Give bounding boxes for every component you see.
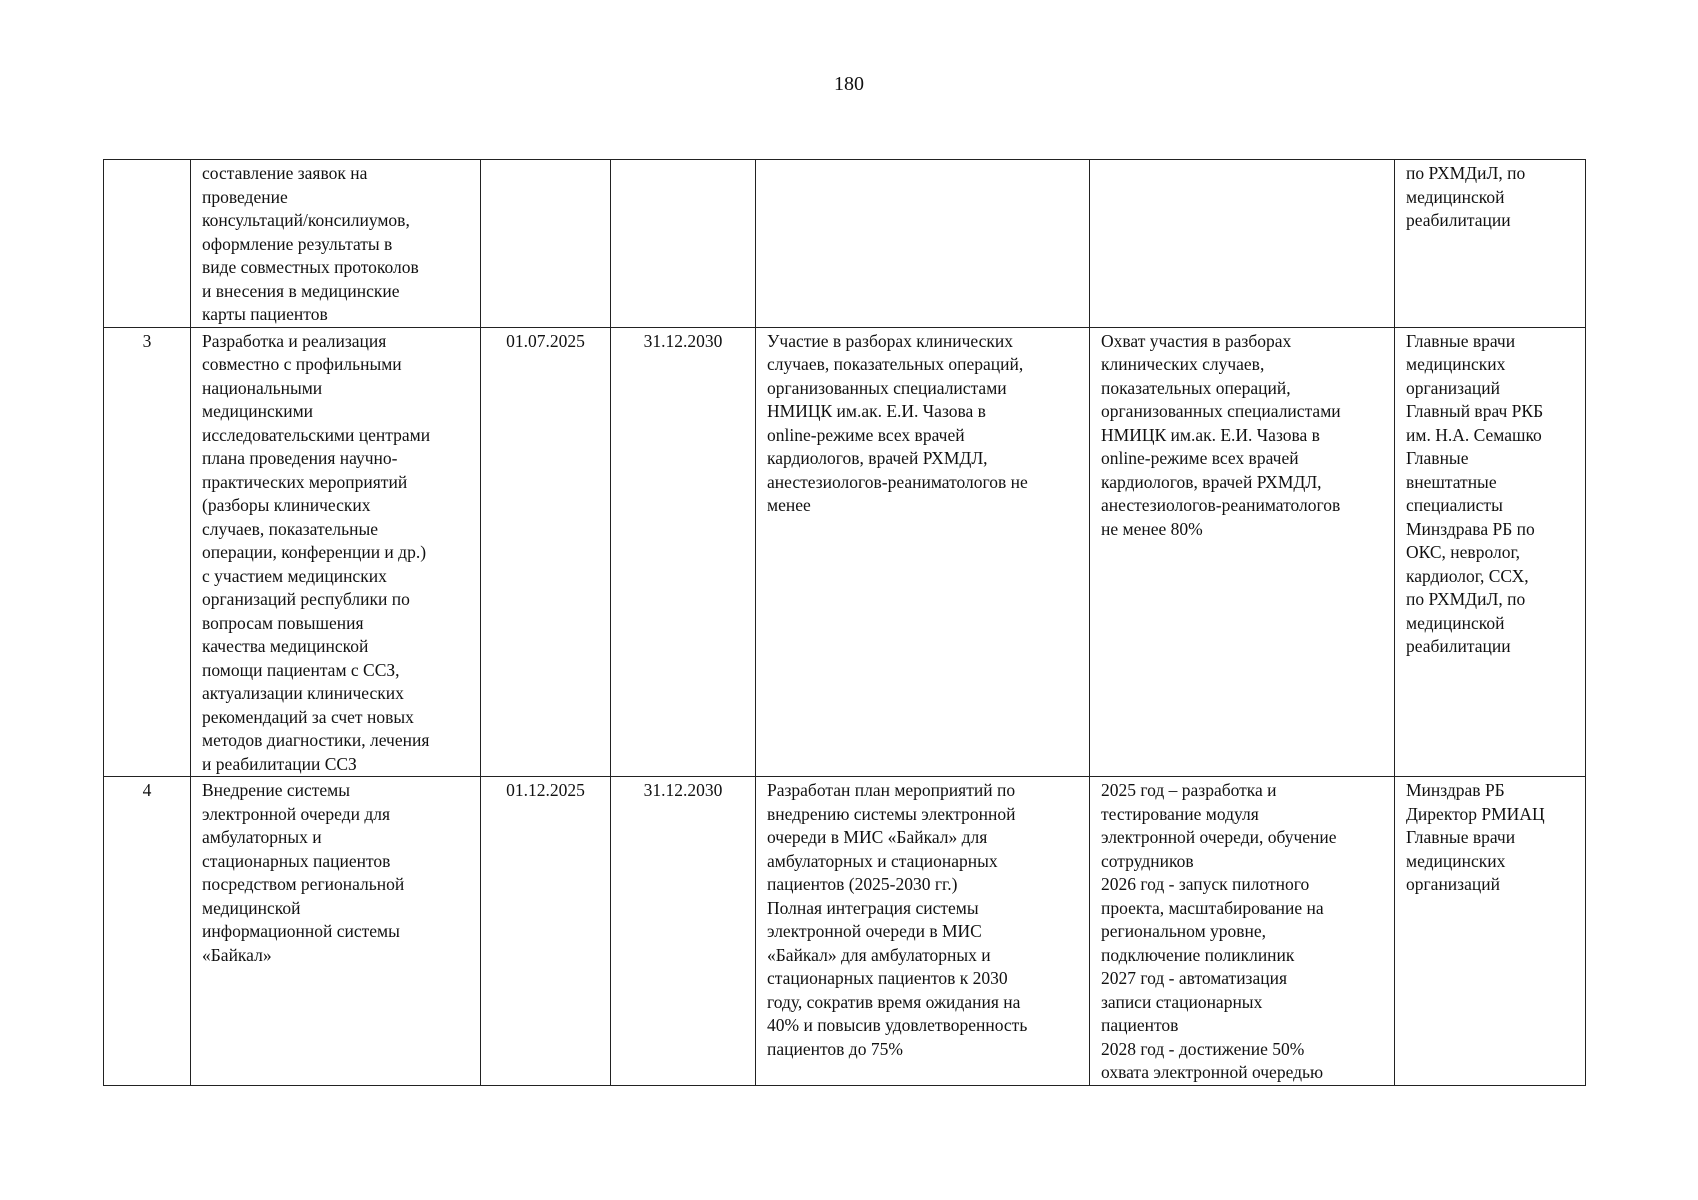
start-date-cell: 01.07.2025 [481,327,611,777]
indicator-cell: 2025 год – разработка и тестирование модуля электронной очереди, обучение сотрудников 2026 год - запуск пилотного проекта, масштабирование на региональном уровне, подключение поликлиник 2027 год - автоматизация записи стационарных пациентов 2028 год - достижение 50% охвата электронной очередью [1090,777,1395,1086]
event-cell: Разработка и реализация совместно с профильными национальными медицинскими исследовательскими центрами плана проведения научно- практических мероприятий (разборы клинических случаев, показательные операции, конференции и др.) с участием медицинских организаций республики по вопросам повышения качества медицинской помощи пациентам с ССЗ, актуализации клинических рекомендаций за счет новых методов диагностики, лечения и реабилитации ССЗ [191,327,481,777]
responsible-cell: Минздрав РБ Директор РМИАЦ Главные врачи медицинских организаций [1395,777,1586,1086]
event-cell: составление заявок на проведение консультаций/консилиумов, оформление результаты в виде совместных протоколов и внесения в медицинские карты пациентов [191,160,481,328]
end-date-cell: 31.12.2030 [611,327,756,777]
start-date-cell [481,160,611,328]
table-row [104,777,1586,1086]
table-row [104,160,1586,328]
result-cell [756,160,1090,328]
start-date-cell: 01.12.2025 [481,777,611,1086]
responsible-cell: Главные врачи медицинских организаций Главный врач РКБ им. Н.А. Семашко Главные внештатные специалисты Минздрава РБ по ОКС, невролог, кардиолог, ССХ, по РХМДиЛ, по медицинской реабилитации [1395,327,1586,777]
end-date-cell [611,160,756,328]
indicator-cell [1090,160,1395,328]
event-cell: Внедрение системы электронной очереди для амбулаторных и стационарных пациентов посредством региональной медицинской информационной системы «Байкал» [191,777,481,1086]
result-cell: Разработан план мероприятий по внедрению системы электронной очереди в МИС «Байкал» для амбулаторных и стационарных пациентов (2025-2030 гг.) Полная интеграция системы электронной очереди в МИС «Байкал» для амбулаторных и стационарных пациентов к 2030 году, сократив время ожидания на 40% и повысив удовлетворенность пациентов до 75% [756,777,1090,1086]
row-number-cell: 3 [104,327,191,777]
responsible-cell: по РХМДиЛ, по медицинской реабилитации [1395,160,1586,328]
table-row [104,327,1586,777]
end-date-cell: 31.12.2030 [611,777,756,1086]
row-number-cell [104,160,191,328]
page-number: 180 [834,73,864,95]
action-plan-table [103,159,1586,1086]
indicator-cell: Охват участия в разборах клинических случаев, показательных операций, организованных специалистами НМИЦК им.ак. Е.И. Чазова в online-режиме всех врачей кардиологов, врачей РХМДЛ, анестезиологов-реаниматологов не менее 80% [1090,327,1395,777]
row-number-cell: 4 [104,777,191,1086]
result-cell: Участие в разборах клинических случаев, показательных операций, организованных специалистами НМИЦК им.ак. Е.И. Чазова в online-режиме всех врачей кардиологов, врачей РХМДЛ, анестезиологов-реаниматологов не менее [756,327,1090,777]
